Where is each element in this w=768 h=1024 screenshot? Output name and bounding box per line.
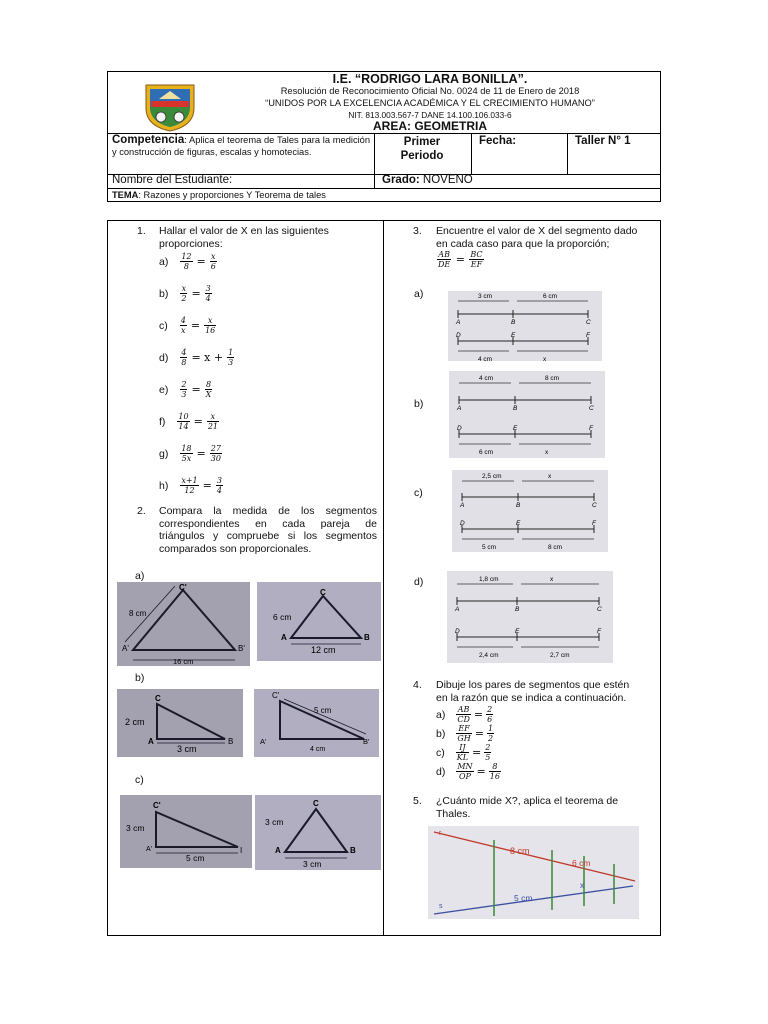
q2-c-left-s2: 5 cm — [186, 853, 205, 863]
q2-b-left-triangle-figure — [117, 689, 243, 757]
q1-item-right-fraction-num: 27 — [210, 444, 221, 453]
q1-item: b) $\frac{x}{2}$ = $\frac{3}{4}$ — [159, 284, 211, 303]
q4-item-right-fraction-den: 5 — [485, 753, 491, 762]
q2-a-left-v1: C' — [179, 583, 187, 592]
q2-c-right-v3: B — [350, 846, 356, 855]
q4-item-right-fraction — [487, 724, 494, 743]
q1-item-label: a) — [159, 255, 169, 268]
q2-c-left-s1: 3 cm — [126, 823, 145, 833]
q2-a-left-v2: A' — [122, 644, 129, 653]
q3-top-measure-1: 3 cm — [478, 293, 493, 300]
q4-text — [436, 679, 629, 704]
q1-item-left-fraction-den: 12 — [184, 486, 195, 495]
q3-number: 3. — [413, 225, 422, 237]
q4-item-right-fraction — [489, 762, 501, 781]
area-title: AREA: GEOMETRIA — [373, 119, 487, 133]
point-label-c: C — [597, 606, 602, 613]
q3-segment-figure — [448, 291, 602, 361]
q1-item-left-fraction-num: 4 — [181, 348, 187, 357]
q1-item-left-fraction-den: 8 — [181, 358, 187, 367]
q2-number: 2. — [137, 505, 146, 517]
point-label-a: A — [460, 502, 465, 509]
q2-a-right-s1: 6 cm — [273, 612, 292, 622]
point-label-f: F — [589, 425, 593, 432]
q2-a-right-v3: B — [364, 633, 370, 642]
q3-prop-l-den: DE — [438, 260, 451, 269]
q4-item: d) $\frac{MN}{OP}$ = $\frac{8}{16}$ — [436, 762, 500, 781]
q4-item-left-fraction-num: AB — [457, 705, 470, 714]
q2-label-c: c) — [135, 774, 144, 786]
q1-number: 1. — [137, 225, 146, 237]
q1-item-left-fraction-den: 5x — [181, 454, 192, 463]
q1-item-left-fraction-den: 2 — [181, 294, 187, 303]
q3-text-line-2: en cada caso para que la proporción; — [436, 237, 610, 250]
point-label-a: A — [457, 405, 462, 412]
q2-c-right-s1: 3 cm — [265, 817, 284, 827]
q5-text-line-2: Thales. — [436, 807, 471, 820]
q3-text-line-1: Encuentre el valor de X del segmento dado — [436, 225, 638, 237]
q2-a-right-v1: C — [320, 588, 326, 597]
q1-item-left-fraction-num: 12 — [181, 252, 192, 261]
q5-text — [436, 795, 618, 820]
q5-measure-4: x — [580, 881, 584, 890]
q2-c-right-v1: C — [313, 799, 319, 808]
q2-b-right-v1: C' — [272, 691, 280, 700]
q1-item: f) $\frac{10}{14}$ = $\frac{x}{21}$ — [159, 412, 219, 431]
q4-item-right-fraction — [484, 743, 491, 762]
q2-c-left-v1: C' — [153, 801, 161, 810]
q4-item-label: c) — [436, 746, 445, 759]
fecha-label: Fecha: — [479, 135, 517, 147]
periodo-line-2: Periodo — [400, 150, 444, 162]
q1-item-right-fraction-den: 21 — [207, 422, 219, 431]
q3-bottom-measure-1: 4 cm — [478, 356, 493, 361]
q1-item-label: f) — [159, 415, 166, 428]
q1-item-right-fraction — [204, 316, 216, 335]
q3-bottom-measure-1: 5 cm — [482, 544, 497, 551]
q3-top-measure-2: 6 cm — [543, 293, 558, 300]
q5-number: 5. — [413, 795, 422, 807]
q1-item-right-fraction — [216, 476, 223, 495]
q1-item-right-fraction — [210, 444, 222, 463]
q3-top-measure-2: x — [550, 576, 554, 583]
q2-text — [159, 505, 377, 555]
q1-item-left-fraction — [180, 476, 198, 495]
q2-b-left-v3: B — [228, 737, 234, 746]
point-label-d: D — [460, 520, 465, 527]
q3-top-measure-1: 4 cm — [479, 375, 494, 382]
q1-item-left-fraction — [180, 252, 192, 271]
q2-b-left-v2: A — [148, 737, 154, 746]
q1-item-label: e) — [159, 383, 169, 396]
q1-item-left-fraction-num: 4 — [180, 316, 186, 325]
q5-text-line-1: ¿Cuánto mide X?, aplica el teorema de — [436, 795, 619, 807]
q1-item-left-fraction-den: 14 — [178, 422, 189, 431]
q2-c-right-triangle-figure — [255, 795, 381, 870]
q3-top-measure-2: 8 cm — [545, 375, 560, 382]
q1-item: c) $\frac{4}{x}$ = $\frac{x}{16}$ — [159, 316, 216, 335]
q5-label-r: r — [439, 830, 442, 837]
point-label-f: F — [586, 332, 590, 339]
q1-item-right-fraction-num: 1 — [228, 348, 234, 357]
q3-bottom-measure-1: 6 cm — [479, 449, 494, 456]
competencia-label: Competencia — [112, 134, 185, 146]
q2-c-left-v2: A' — [146, 846, 153, 853]
q2-a-left-v3: B' — [238, 644, 245, 653]
q3-bottom-measure-2: 8 cm — [548, 544, 563, 551]
q1-text-line-2: proporciones: — [159, 237, 223, 250]
q4-item-left-fraction-num: MN — [457, 762, 473, 771]
q1-item-left-fraction — [180, 316, 187, 335]
q2-a-right-triangle-figure — [257, 582, 381, 661]
q1-item-right-fraction-num: x — [207, 412, 219, 422]
q3-top-measure-2: x — [548, 473, 552, 480]
q1-text-line-1: Hallar el valor de X en las siguientes — [159, 225, 329, 237]
q3-prop-l-num: AB — [438, 250, 450, 259]
q4-item: c) $\frac{IJ}{KL}$ = $\frac{2}{5}$ — [436, 743, 491, 762]
q1-item-left-fraction-num: 2 — [181, 380, 187, 389]
q4-item-left-fraction-den: KL — [456, 753, 469, 762]
q4-item-right-fraction — [486, 705, 493, 724]
q4-item-left-fraction-num: IJ — [456, 743, 469, 753]
grado-label: Grado: — [382, 174, 420, 186]
q3-top-measure-1: 1,8 cm — [479, 576, 499, 583]
nombre-label: Nombre del Estudiante: — [112, 174, 233, 186]
tema-text: : Razones y proporciones Y Teorema de tales — [138, 190, 326, 200]
q1-item-left-fraction-num: 18 — [181, 444, 192, 453]
q1-item-right-fraction — [205, 284, 212, 303]
q4-item-left-fraction-den: CD — [457, 715, 470, 724]
q4-item-label: b) — [436, 727, 446, 740]
q1-item-left-fraction-num: x — [181, 284, 187, 293]
q1-item-left-fraction — [180, 380, 187, 399]
q1-item-right-fraction-den: 4 — [216, 486, 222, 495]
q4-item-label: a) — [436, 708, 446, 721]
q1-item-right-fraction-den: 6 — [210, 262, 216, 271]
competencia-text: : Aplica el teorema de Tales para la medición y construcción de figuras, escalas y homotecias. — [112, 135, 370, 157]
q1-item-left-fraction-den: 3 — [181, 390, 187, 399]
q1-item-right-fraction — [205, 380, 213, 399]
point-label-e: E — [515, 628, 520, 635]
q2-c-right-v2: A — [275, 846, 281, 855]
q2-text-line-3: triángulos y compruebe si los segmentos — [159, 530, 377, 542]
q2-text-line-1: Compara la medida de los segmentos — [159, 505, 377, 517]
point-label-f: F — [597, 628, 601, 635]
resolution-text: Resolución de Reconocimiento Oficial No. 0024 de 11 de Enero de 2018 — [280, 86, 580, 96]
point-label-c: C — [592, 502, 597, 509]
q3-bottom-measure-1: 2,4 cm — [479, 652, 499, 659]
q4-item-right-fraction-num: 1 — [487, 724, 494, 733]
q4-item-right-fraction-num: 8 — [489, 762, 501, 772]
point-label-b: B — [513, 405, 518, 412]
q1-text — [159, 225, 329, 250]
q4-item-left-fraction-num: EF — [458, 724, 470, 733]
q4-item-left-fraction-den: OP — [458, 772, 471, 781]
motto-text: “UNIDOS POR LA EXCELENCIA ACADÉMICA Y EL CRECIMIENTO HUMANO” — [265, 98, 595, 108]
q2-label-a: a) — [135, 570, 145, 582]
q2-c-left-triangle-figure — [120, 795, 252, 868]
q2-b-left-s1: 2 cm — [125, 717, 145, 727]
q3-item-label: d) — [414, 576, 424, 588]
q1-item-right-fraction-num: 3 — [205, 284, 211, 293]
nit-text: NIT. 813.003.567-7 DANE 14.100.106.033-6 — [348, 110, 512, 120]
q3-top-measure-1: 2,5 cm — [482, 473, 502, 480]
grado-field — [382, 174, 473, 186]
q5-measure-3: 5 cm — [514, 893, 533, 903]
q4-item-right-fraction-num: 2 — [485, 743, 491, 752]
q1-item: e) $\frac{2}{3}$ = $\frac{8}{X}$ — [159, 380, 212, 399]
q1-item: h) $\frac{x+1}{12}$ = $\frac{3}{4}$ — [159, 476, 222, 495]
q4-number: 4. — [413, 679, 422, 691]
q3-bottom-measure-2: x — [543, 356, 547, 361]
q3-text — [436, 225, 637, 250]
q4-text-line-1: Dibuje los pares de segmentos que estén — [436, 679, 630, 691]
q1-item-left-fraction — [180, 284, 187, 303]
q1-item-left-fraction — [180, 348, 187, 367]
q4-item: b) $\frac{EF}{GH}$ = $\frac{1}{2}$ — [436, 724, 494, 743]
q2-c-right-s2: 3 cm — [303, 859, 322, 869]
q1-item-left-fraction-den: 8 — [183, 262, 189, 271]
q1-item-left-fraction — [177, 412, 189, 431]
point-label-b: B — [511, 319, 516, 326]
q4-item-left-fraction — [456, 724, 471, 743]
q1-item-right-fraction-den: X — [205, 390, 212, 399]
q4-item-right-fraction-num: 2 — [487, 705, 493, 714]
q1-item-right-fraction-den: 4 — [205, 294, 211, 303]
q3-bottom-measure-2: 2,7 cm — [550, 652, 570, 659]
q2-b-left-s2: 3 cm — [177, 744, 197, 754]
tema-label: TEMA — [112, 190, 139, 200]
q3-item-label: c) — [414, 487, 423, 499]
point-label-c: C — [589, 405, 594, 412]
q2-a-right-s2: 12 cm — [311, 645, 336, 655]
q2-a-left-s1: 8 cm — [129, 609, 147, 618]
q3-segment-figure — [452, 470, 608, 552]
q4-item-left-fraction-den: GH — [457, 734, 471, 743]
q2-c-left-v3: I — [240, 846, 243, 855]
q2-b-right-v2: A' — [260, 737, 267, 746]
point-label-d: D — [456, 332, 461, 339]
periodo-cell — [374, 135, 470, 163]
q1-item-right-fraction-den: 3 — [228, 358, 234, 367]
point-label-d: D — [457, 425, 462, 432]
q3-item-label: a) — [414, 288, 424, 300]
q5-measure-2: 6 cm — [572, 858, 591, 868]
q4-item-label: d) — [436, 765, 446, 778]
taller-label: Taller N° 1 — [575, 135, 631, 147]
point-label-b: B — [515, 606, 520, 613]
q4-item-right-fraction-den: 6 — [487, 715, 493, 724]
q4-item-left-fraction — [456, 705, 471, 724]
point-label-e: E — [516, 520, 521, 527]
q2-a-left-triangle-figure — [117, 582, 250, 666]
q4-item-left-fraction — [456, 762, 473, 781]
q2-a-right-v2: A — [281, 633, 287, 642]
q1-item-label: c) — [159, 319, 168, 332]
q1-item-label: d) — [159, 351, 169, 364]
q1-item-right-fraction — [210, 252, 217, 271]
q2-label-b: b) — [135, 672, 145, 684]
q1-item-right-fraction-den: 16 — [205, 326, 216, 335]
point-label-f: F — [592, 520, 596, 527]
q1-item-equation-text: = x + — [191, 351, 224, 364]
q1-item-left-fraction — [180, 444, 192, 463]
q4-text-line-2: en la razón que se indica a continuación. — [436, 691, 627, 704]
q3-prop-r-den: EF — [470, 260, 483, 269]
q1-item: a) $\frac{12}{8}$ = $\frac{x}{6}$ — [159, 252, 216, 271]
q3-segment-figure — [447, 571, 613, 663]
q2-b-right-s2: 4 cm — [310, 746, 326, 753]
q3-segment-figure — [449, 371, 605, 458]
q2-b-right-triangle-figure — [254, 689, 379, 757]
q1-item-right-fraction-num: 3 — [216, 476, 222, 485]
point-label-c: C — [586, 319, 591, 326]
point-label-e: E — [511, 332, 516, 339]
q1-item-left-fraction-num: 10 — [178, 412, 189, 421]
q1-item-right-fraction-num: 8 — [205, 380, 212, 389]
q2-b-right-v3: B' — [363, 737, 370, 746]
q1-item-left-fraction-den: x — [181, 326, 186, 335]
q1-item-right-fraction — [227, 348, 234, 367]
point-label-a: A — [455, 606, 460, 613]
periodo-line-1: Primer — [403, 136, 441, 148]
q3-bottom-measure-2: x — [545, 449, 549, 456]
q1-item-right-fraction-num: x — [204, 316, 216, 326]
point-label-d: D — [455, 628, 460, 635]
q3-proportion: $\frac{AB}{DE}$ = $\frac{BC}{EF}$ — [438, 250, 483, 269]
q2-text-line-4: comparados son proporcionales. — [159, 542, 312, 555]
q2-text-line-2: correspondientes en cada pareja de — [159, 517, 377, 530]
q1-item-right-fraction-num: x — [211, 252, 216, 261]
q5-thales-figure — [428, 826, 639, 919]
q5-label-s: s — [439, 903, 443, 910]
q1-item: g) $\frac{18}{5x}$ = $\frac{27}{30}$ — [159, 444, 221, 463]
q1-item-right-fraction-den: 30 — [210, 454, 221, 463]
q1-item — [159, 348, 234, 367]
school-shield-logo-icon — [143, 82, 197, 132]
q4-item-left-fraction — [456, 743, 469, 762]
q4-item-right-fraction-den: 16 — [489, 772, 500, 781]
q1-item-label: g) — [159, 447, 169, 460]
q4-item-right-fraction-den: 2 — [487, 734, 494, 743]
school-name: I.E. “RODRIGO LARA BONILLA”. — [332, 72, 528, 86]
q4-item: a) $\frac{AB}{CD}$ = $\frac{2}{6}$ — [436, 705, 493, 724]
competencia-block — [112, 135, 370, 159]
q2-b-right-s1: 5 cm — [314, 706, 332, 715]
q3-prop-r-num: BC — [470, 250, 483, 259]
q2-a-left-s2: 16 cm — [173, 657, 194, 666]
q1-item-right-fraction — [207, 412, 219, 431]
point-label-a: A — [456, 319, 461, 326]
point-label-e: E — [513, 425, 518, 432]
q1-item-label: h) — [159, 479, 169, 492]
q3-item-label: b) — [414, 398, 424, 410]
q2-b-left-v1: C — [155, 694, 161, 703]
grado-value: NOVENO — [419, 174, 473, 186]
q1-item-label: b) — [159, 287, 169, 300]
q5-measure-1: 8 cm — [510, 846, 530, 856]
q1-item-left-fraction-num: x+1 — [181, 476, 198, 485]
tema-line — [112, 190, 326, 200]
point-label-b: B — [516, 502, 521, 509]
